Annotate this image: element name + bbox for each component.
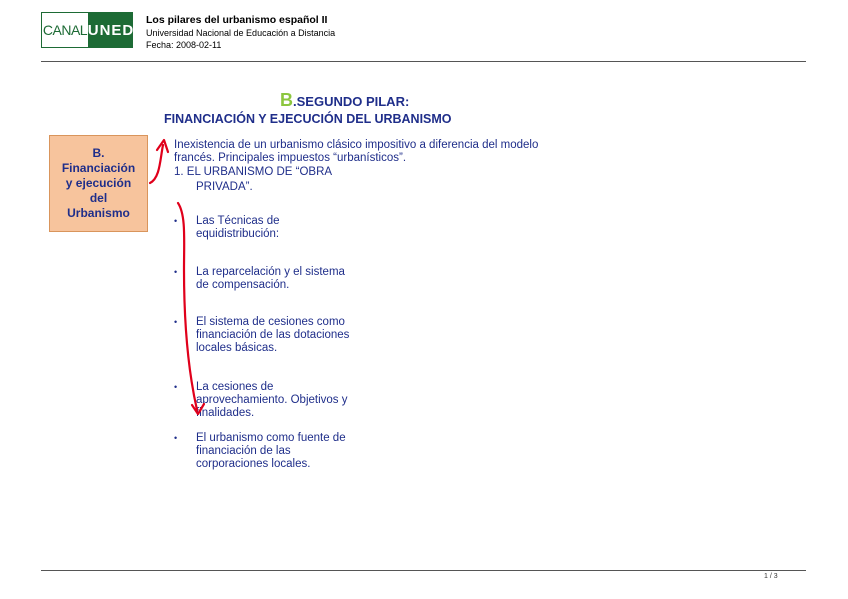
document-title: Los pilares del urbanismo español II	[146, 14, 328, 26]
logo-uned-text: UNED	[89, 12, 133, 48]
bullet-text: El urbanismo como fuente de financiación de las corporaciones locales.	[196, 432, 346, 470]
bullet-text: El sistema de cesiones como financiación de las dotaciones locales básicas.	[196, 316, 350, 354]
bullet-text: Las Técnicas de equidistribución:	[196, 215, 280, 240]
bullet-dot: •	[174, 267, 178, 277]
slide-title-letter: B	[280, 90, 293, 110]
header-divider	[41, 61, 806, 62]
arrow-to-intro	[150, 145, 163, 183]
arrow-to-intro-head	[157, 140, 168, 152]
point-1-heading-cont: PRIVADA”.	[196, 181, 253, 193]
institution-name: Universidad Nacional de Educación a Distancia	[146, 28, 336, 38]
footer-divider	[41, 570, 806, 571]
arrow-down-bullets	[178, 203, 197, 410]
intro-line-1: Inexistencia de un urbanismo clásico impositivo a diferencia del modelo	[174, 139, 539, 151]
bullet-dot: •	[174, 216, 178, 226]
slide-title	[280, 90, 409, 111]
canal-uned-logo	[41, 12, 133, 48]
intro-text	[174, 139, 634, 165]
bullet-text: La cesiones de aprovechamiento. Objetivos y finalidades.	[196, 381, 348, 419]
document-date: Fecha: 2008-02-11	[146, 40, 222, 50]
section-box: B. Financiación y ejecución del Urbanismo	[49, 135, 148, 232]
bullet-dot: •	[174, 382, 178, 392]
page-number: 1 / 3	[764, 573, 778, 580]
bullet-text: La reparcelación y el sistema de compensación.	[196, 266, 345, 291]
bullet-dot: •	[174, 317, 178, 327]
bullet-dot: •	[174, 433, 178, 443]
logo-canal-text: CANAL	[41, 12, 89, 48]
intro-line-2: francés. Principales impuestos “urbanísticos”.	[174, 152, 407, 164]
slide-subtitle: FINANCIACIÓN Y EJECUCIÓN DEL URBANISMO	[164, 112, 452, 126]
point-1-heading: 1. EL URBANISMO DE “OBRA	[174, 166, 333, 178]
slide-title-rest: .SEGUNDO PILAR:	[293, 94, 410, 109]
